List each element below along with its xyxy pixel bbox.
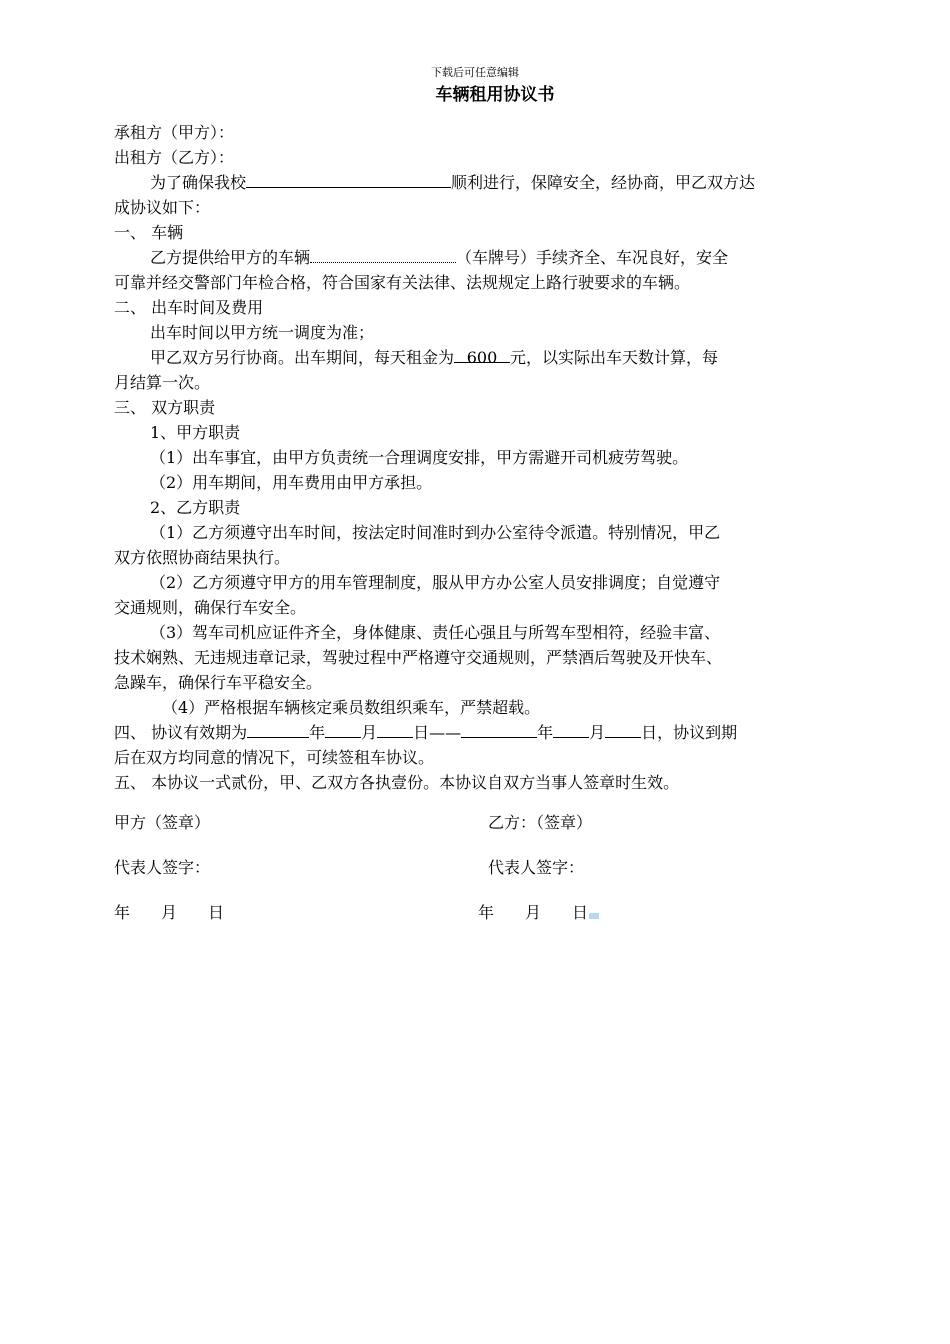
intro-line — [114, 170, 844, 195]
party-a-date-month: 月 — [161, 903, 178, 922]
rent-text-a: 甲乙双方另行协商。出车期间，每天租金为 — [150, 348, 455, 367]
section-5-line: 五、 本协议一式贰份，甲、乙双方各执壹份。本协议自双方当事人签章时生效。 — [114, 773, 680, 792]
validity-month: 月 — [361, 723, 378, 742]
party-b-duty-4: （4）严格根据车辆核定乘员数组织乘车，严禁超载。 — [162, 698, 541, 717]
text-cursor-marker — [589, 913, 599, 919]
dispatch-line: 出车时间以甲方统一调度为准； — [150, 323, 375, 342]
validity-year-2: 年 — [537, 723, 554, 742]
end-day-blank[interactable] — [605, 720, 641, 738]
party-a-date-year: 年 — [114, 903, 131, 922]
validity-line-2: 后在双方均同意的情况下，可续签租车协议。 — [114, 748, 435, 767]
party-a-duties-title: 1、甲方职责 — [150, 423, 241, 442]
vehicle-text-a: 乙方提供给甲方的车辆 — [150, 248, 311, 267]
daily-rent-value[interactable]: 600 — [454, 345, 510, 363]
party-b-duty-2b: 交通规则，确保行车安全。 — [114, 598, 307, 617]
agreement-body — [114, 120, 844, 945]
end-month-blank[interactable] — [553, 720, 589, 738]
party-b-duty-1a: （1）乙方须遵守出车时间，按法定时间准时到办公室待令派遣。特别情况，甲乙 — [150, 523, 721, 542]
rent-text-b: 元，以实际出车天数计算，每 — [510, 348, 719, 367]
party-b-date-month: 月 — [525, 903, 542, 922]
party-b-duties-title: 2、乙方职责 — [150, 498, 241, 517]
lessee-line: 承租方（甲方）： — [114, 123, 235, 142]
intro-line-2: 成协议如下： — [114, 198, 211, 217]
header-note: 下载后可任意编辑 — [431, 66, 519, 79]
section-3-title: 三、 双方职责 — [114, 398, 216, 417]
party-b-date — [478, 900, 599, 925]
party-a-duty-2: （2）用车期间，用车费用由甲方承担。 — [150, 473, 433, 492]
validity-line — [114, 720, 844, 745]
event-blank[interactable] — [246, 170, 451, 188]
party-b-date-year: 年 — [478, 903, 495, 922]
validity-text: 四、 协议有效期为 — [114, 723, 248, 742]
vehicle-line — [114, 245, 844, 270]
party-b-duty-2a: （2）乙方须遵守甲方的用车管理制度，服从甲方办公室人员安排调度；自觉遵守 — [150, 573, 721, 592]
vehicle-line-2: 可靠并经交警部门年检合格，符合国家有关法律、法规规定上路行驶要求的车辆。 — [114, 273, 691, 292]
party-a-date-day: 日 — [208, 903, 225, 922]
party-b-seal: 乙方：（签章） — [488, 813, 593, 832]
intro-text-a: 为了确保我校 — [150, 173, 247, 192]
lessor-line: 出租方（乙方）： — [114, 148, 235, 167]
rent-line-2: 月结算一次。 — [114, 373, 211, 392]
party-b-duty-3c: 急躁车，确保行车平稳安全。 — [114, 673, 323, 692]
plate-number-blank[interactable] — [310, 245, 456, 263]
party-a-duty-1: （1）出车事宜，由甲方负责统一合理调度安排，甲方需避开司机疲劳驾驶。 — [150, 448, 689, 467]
section-1-title: 一、 车辆 — [114, 223, 184, 242]
party-b-representative: 代表人签字： — [488, 858, 585, 877]
intro-text-b: 顺利进行，保障安全，经协商，甲乙双方达 — [451, 173, 756, 192]
document-title: 车辆租用协议书 — [435, 85, 555, 105]
section-2-title: 二、 出车时间及费用 — [114, 298, 264, 317]
date-row — [114, 900, 844, 945]
party-a-representative: 代表人签字： — [114, 858, 211, 877]
validity-year: 年 — [309, 723, 326, 742]
start-day-blank[interactable] — [377, 720, 413, 738]
representative-row — [114, 855, 844, 900]
validity-day-dash: 日—— — [413, 723, 462, 742]
party-b-duty-3a: （3）驾车司机应证件齐全，身体健康、责任心强且与所驾车型相符，经验丰富、 — [150, 623, 721, 642]
end-year-blank[interactable] — [461, 720, 537, 738]
party-b-date-day: 日 — [572, 903, 589, 922]
start-year-blank[interactable] — [247, 720, 309, 738]
rent-line — [114, 345, 844, 370]
party-a-date — [114, 900, 224, 925]
start-month-blank[interactable] — [325, 720, 361, 738]
validity-day-end: 日，协议到期 — [641, 723, 738, 742]
vehicle-text-b: （车牌号）手续齐全、车况良好，安全 — [456, 248, 729, 267]
party-b-duty-3b: 技术娴熟、无违规违章记录，驾驶过程中严格遵守交通规则，严禁酒后驾驶及开快车、 — [114, 648, 723, 667]
party-a-seal: 甲方（签章） — [114, 813, 211, 832]
signature-row — [114, 810, 844, 855]
party-b-duty-1b: 双方依照协商结果执行。 — [114, 548, 291, 567]
validity-month-2: 月 — [589, 723, 606, 742]
